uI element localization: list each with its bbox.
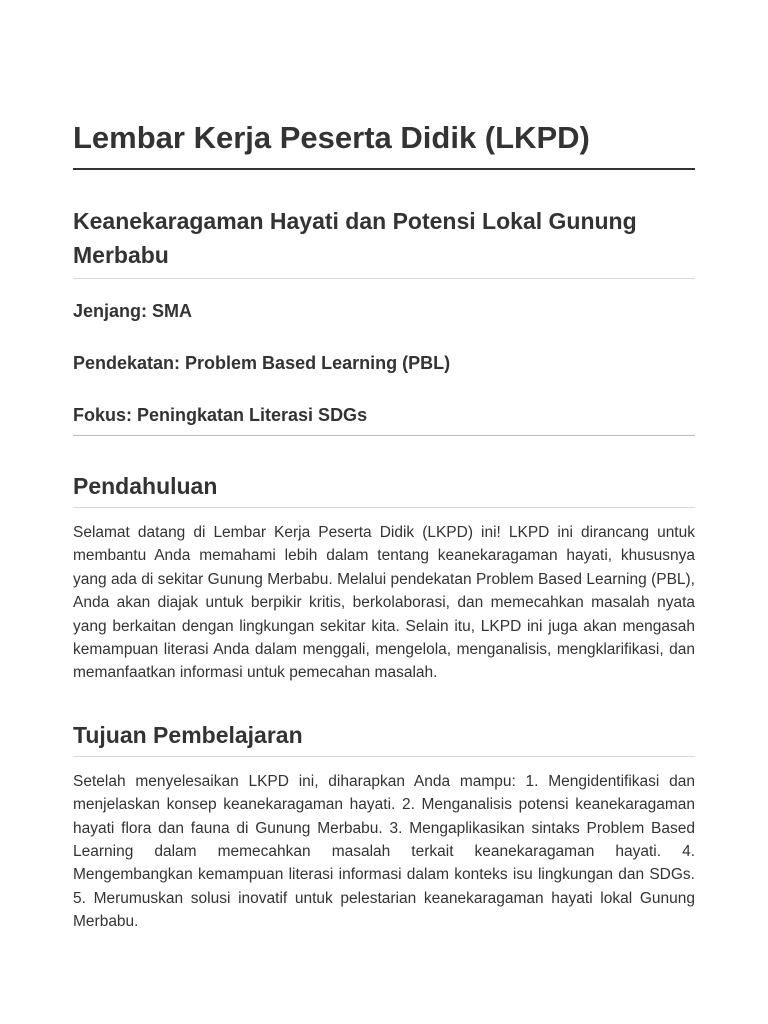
meta-approach: Pendekatan: Problem Based Learning (PBL) (73, 353, 451, 373)
document-meta (73, 279, 695, 436)
section-paragraph: Selamat datang di Lembar Kerja Peserta Didik (LKPD) ini! LKPD ini dirancang untuk membantu Anda memahami lebih dalam tentang keanekaragaman hayati, khususnya yang ada di sekitar Gunung Merbabu. Melalui pendekatan Problem Based Learning (PBL), Anda akan diajak untuk berpikir kritis, berkolaborasi, dan memecahkan masalah nyata yang berkaitan dengan lingkungan sekitar kita. Selain itu, LKPD ini juga akan mengasah kemampuan literasi Anda dalam menggali, mengelola, menganalisis, mengklarifikasi, dan memanfaatkan informasi untuk pemecahan masalah. (73, 524, 695, 682)
meta-focus: Fokus: Peningkatan Literasi SDGs (73, 405, 368, 425)
section-heading: Tujuan Pembelajaran (73, 719, 695, 757)
document-title: Lembar Kerja Peserta Didik (LKPD) (73, 118, 695, 170)
section-paragraph: Setelah menyelesaikan LKPD ini, diharapkan Anda mampu: 1. Mengidentifikasi dan menjelaskan konsep keanekaragaman hayati. 2. Menganalisis potensi keanekaragaman hayati flora dan fauna di Gunung Merbabu. 3. Mengaplikasikan sintaks Problem Based Learning dalam memecahkan masalah terkait keanekaragaman hayati. 4. Mengembangkan kemampuan literasi informasi dalam konteks isu lingkungan dan SDGs. 5. Merumuskan solusi inovatif untuk pelestarian keanekaragaman hayati lokal Gunung Merbabu. (73, 772, 695, 931)
document-subtitle: Keanekaragaman Hayati dan Potensi Lokal Gunung Merbabu (73, 204, 695, 279)
section-introduction (73, 470, 695, 685)
meta-level: Jenjang: SMA (73, 301, 193, 321)
section-heading: Pendahuluan (73, 470, 695, 508)
document-page (73, 0, 695, 934)
section-learning-objectives (73, 719, 695, 934)
